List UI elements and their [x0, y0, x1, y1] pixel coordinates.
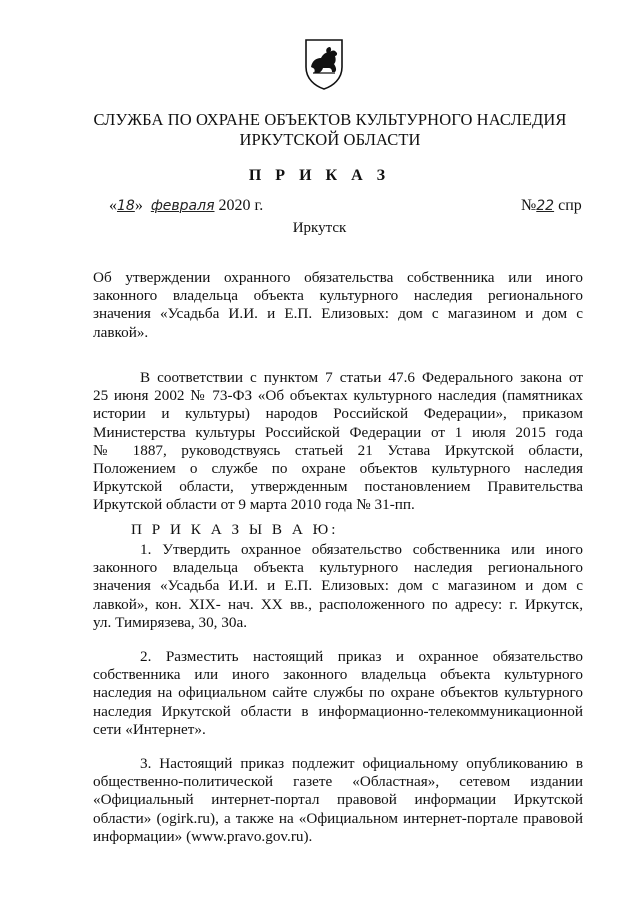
item-line: области» (ogirk.ru), а также на «Официальном интернет-портале правовой: [93, 809, 583, 827]
preamble-line: Иркутской области, утвержденным постановлением Правительства: [93, 478, 583, 496]
item-line: собственника или иного законного владельца объекта культурного: [93, 666, 583, 684]
order-item-2: [93, 648, 583, 739]
order-date: [109, 197, 263, 215]
date-open-quote: «: [109, 197, 117, 214]
item-line: 1. Утвердить охранное обязательство собственника или иного: [140, 541, 583, 558]
item-line: сети «Интернет».: [93, 720, 206, 738]
item-line: наследия на официальном сайте службы по охране объектов культурного: [93, 684, 583, 702]
item-line: 2. Разместить настоящий приказ и охранное обязательство: [140, 648, 583, 665]
number-suffix: спр: [558, 197, 582, 214]
number-value: 22: [536, 198, 555, 214]
subject-line: Об утверждении охранного обязательства собственника или иного: [93, 269, 583, 286]
org-name-line1: СЛУЖБА ПО ОХРАНЕ ОБЪЕКТОВ КУЛЬТУРНОГО НАСЛЕДИЯ: [93, 110, 567, 129]
order-verb: П Р И К А З Ы В А Ю:: [131, 521, 339, 538]
subject-line: законного владельца объекта культурного наследия регионального: [93, 287, 583, 305]
preamble-line: Положением о службе по охране объектов культурного наследия: [93, 460, 583, 478]
number-prefix: №: [521, 197, 537, 214]
subject-line: лавкой».: [93, 323, 149, 341]
item-line: лавкой», кон. XIX- нач. XX вв., расположенного по адресу: г. Иркутск,: [93, 595, 583, 613]
item-line: общественно-политической газете «Областная», сетевом издании: [93, 773, 583, 791]
date-day: 18: [117, 198, 135, 214]
date-close-quote: »: [134, 197, 143, 214]
preamble-line: истории и культуры) народов Российской Федерации», приказом: [93, 405, 583, 423]
item-line: информации» (www.pravo.gov.ru).: [93, 827, 313, 845]
preamble-line: 25 июня 2002 № 73-ФЗ «Об объектах культурного наследия (памятниках: [93, 387, 583, 405]
city-name: Иркутск: [292, 220, 347, 236]
item-line: значения «Усадьба И.И. и Е.П. Елизовых: дом с магазином и дом с: [93, 577, 583, 595]
org-name-line2: ИРКУТСКОЙ ОБЛАСТИ: [239, 130, 421, 149]
order-number: [521, 197, 582, 215]
date-year: 2020 г.: [218, 197, 264, 214]
preamble-line: В соответствии с пунктом 7 статьи 47.6 Федерального закона от: [140, 369, 583, 386]
item-line: «Официальный интернет-портал правовой информации Иркутской: [93, 791, 583, 809]
preamble-line: Иркутской области от 9 марта 2010 года № 31-пп.: [93, 496, 415, 514]
item-line: 3. Настоящий приказ подлежит официальному опубликованию в: [140, 755, 583, 772]
irkutsk-emblem-icon: [303, 37, 345, 91]
document-title: П Р И К А З: [248, 167, 391, 184]
item-line: наследия Иркутской области в информационно-телекоммуникационной: [93, 702, 583, 720]
order-item-1: [93, 541, 583, 632]
preamble-paragraph: [93, 369, 583, 515]
date-month: февраля: [150, 198, 215, 214]
subject-line: значения «Усадьба И.И. и Е.П. Елизовых: дом с магазином и дом с: [93, 305, 583, 323]
order-item-3: [93, 755, 583, 846]
item-line: ул. Тимирязева, 30, 30а.: [93, 613, 247, 631]
order-subject: [93, 269, 583, 342]
preamble-line: № 1887, руководствуясь статьей 21 Устава Иркутской области,: [93, 441, 583, 459]
preamble-line: Министерства культуры Российской Федерации от 1 июля 2015 года: [93, 423, 583, 441]
item-line: законного владельца объекта культурного наследия регионального: [93, 559, 583, 577]
